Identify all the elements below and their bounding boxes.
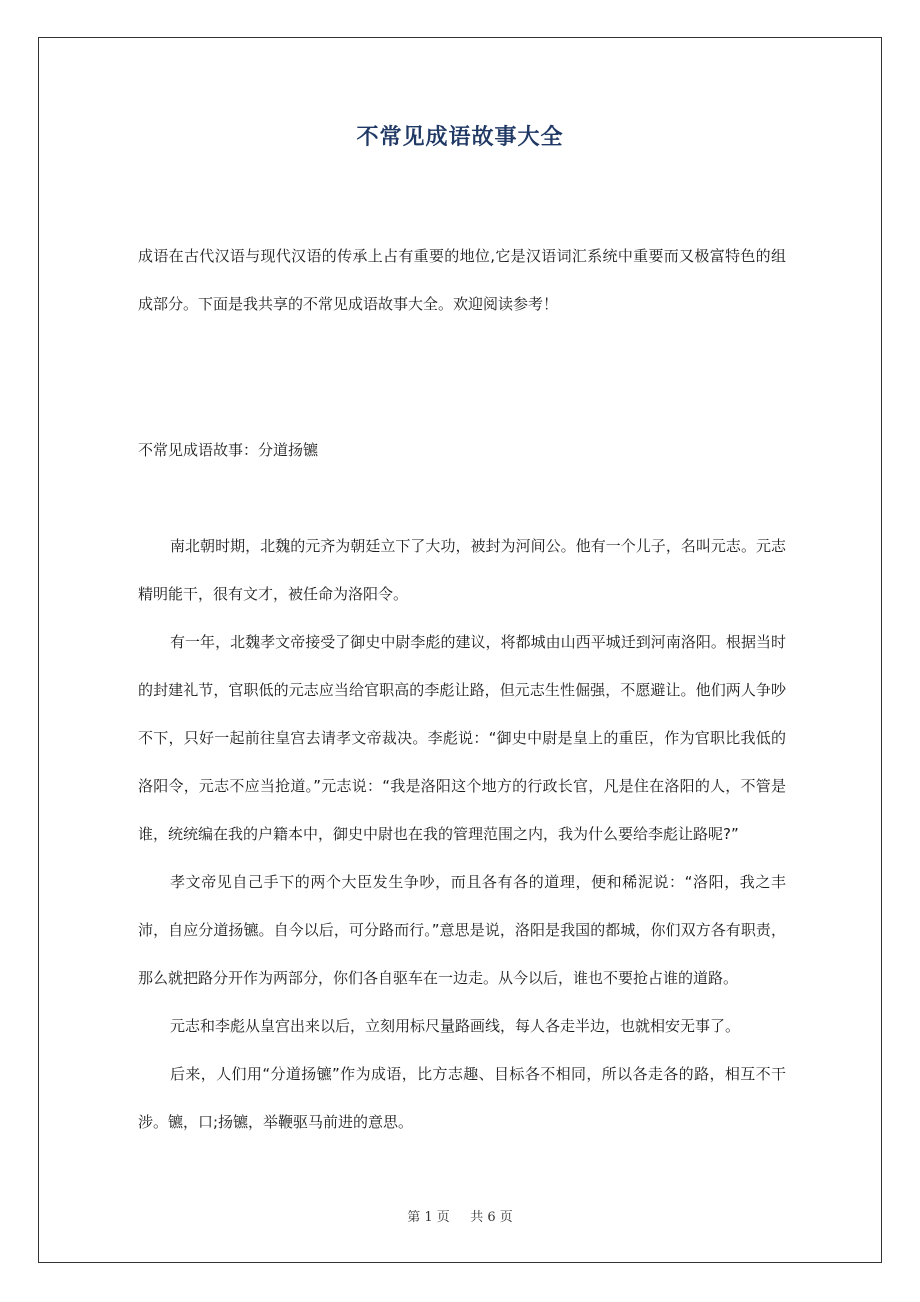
document-title: 不常见成语故事大全: [356, 125, 564, 150]
story-paragraph: 后来，人们用“分道扬镳”作为成语，比方志趣、目标各不相同，所以各走各的路，相互不干涉。镳，口;扬镳，举鞭驱马前进的意思。: [138, 1065, 786, 1131]
page-number: 第 1 页: [407, 1210, 450, 1225]
story-paragraph: 孝文帝见自己手下的两个大臣发生争吵，而且各有各的道理，便和稀泥说：“洛阳，我之丰沛，自应分道扬镳。自今以后，可分路而行。”意思是说，洛阳是我国的都城，你们双方各有职责，那么就把路分开作为两部分，你们各自驱车在一边走。从今以后，谁也不要抢占谁的道路。: [138, 873, 786, 987]
story-body: [138, 522, 786, 1146]
page-total: 共 6 页: [470, 1210, 513, 1225]
intro-paragraph: 成语在古代汉语与现代汉语的传承上占有重要的地位,它是汉语词汇系统中重要而又极富特色的组成部分。下面是我共享的不常见成语故事大全。欢迎阅读参考！: [138, 247, 786, 313]
page-footer: [0, 1206, 920, 1225]
section-heading: 不常见成语故事：分道扬镳: [138, 441, 319, 459]
story-paragraph: 元志和李彪从皇宫出来以后，立刻用标尺量路画线，每人各走半边，也就相安无事了。: [170, 1017, 741, 1035]
story-paragraph: 有一年，北魏孝文帝接受了御史中尉李彪的建议，将都城由山西平城迁到河南洛阳。根据当时的封建礼节，官职低的元志应当给官职高的李彪让路，但元志生性倔强，不愿避让。他们两人争吵不下，只好一起前往皇宫去请孝文帝裁决。李彪说：“御史中尉是皇上的重臣，作为官职比我低的洛阳令，元志不应当抢道。”元志说：“我是洛阳这个地方的行政长官，凡是住在洛阳的人，不管是谁，统统编在我的户籍本中，御史中尉也在我的管理范围之内，我为什么要给李彪让路呢?”: [138, 633, 786, 843]
story-paragraph: 南北朝时期，北魏的元齐为朝廷立下了大功，被封为河间公。他有一个儿子，名叫元志。元志精明能干，很有文才，被任命为洛阳令。: [138, 537, 786, 603]
